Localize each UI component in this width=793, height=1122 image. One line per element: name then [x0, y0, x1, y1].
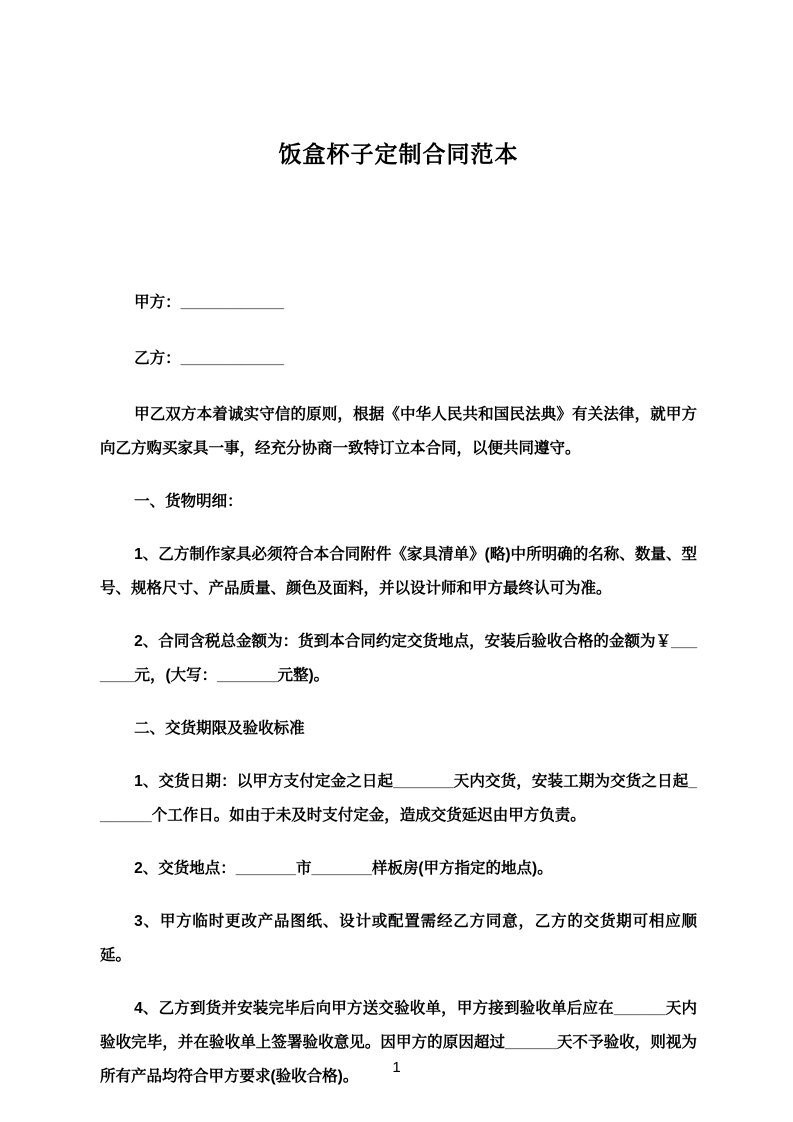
section-1-clause-1: 1、乙方制作家具必须符合本合同附件《家具清单》(略)中所明确的名称、数量、型号、规格尺寸、产品质量、颜色及面料，并以设计师和甲方最终认可为准。: [100, 546, 697, 597]
party-b-line: 乙方：____________: [134, 350, 285, 367]
section-2-clause-2: 2、交货地点：_______市_______样板房(甲方指定的地点)。: [134, 860, 553, 877]
section-1-heading: 一、货物明细：: [134, 493, 243, 510]
section-2-clause-4: 4、乙方到货并安装完毕后向甲方送交验收单，甲方接到验收单后应在______天内验收完毕，并在验收单上签署验收意见。因甲方的原因超过______天不予验收，则视为所有产品均符合甲方要求(验收合格)。: [100, 1000, 697, 1085]
section-2-heading: 二、交货期限及验收标准: [134, 720, 305, 737]
party-a-line: 甲方：____________: [134, 294, 285, 311]
intro-paragraph: 甲乙双方本着诚实守信的原则，根据《中华人民共和国民法典》有关法律，就甲方向乙方购买家具一事，经充分协商一致特订立本合同，以便共同遵守。: [100, 406, 697, 457]
page-number: 1: [392, 1059, 401, 1076]
section-2-clause-1: 1、交货日期：以甲方支付定金之日起_______天内交货，安装工期为交货之日起_______个工作日。如由于未及时支付定金，造成交货延迟由甲方负责。: [100, 773, 697, 824]
section-1-clause-2: 2、合同含税总金额为：货到本合同约定交货地点，安装后验收合格的金额为￥_______元，(大写：_______元整)。: [100, 633, 697, 684]
section-2-clause-3: 3、甲方临时更改产品图纸、设计或配置需经乙方同意，乙方的交货期可相应顺延。: [100, 913, 697, 964]
document-title: 饭盒杯子定制合同范本: [278, 141, 519, 167]
